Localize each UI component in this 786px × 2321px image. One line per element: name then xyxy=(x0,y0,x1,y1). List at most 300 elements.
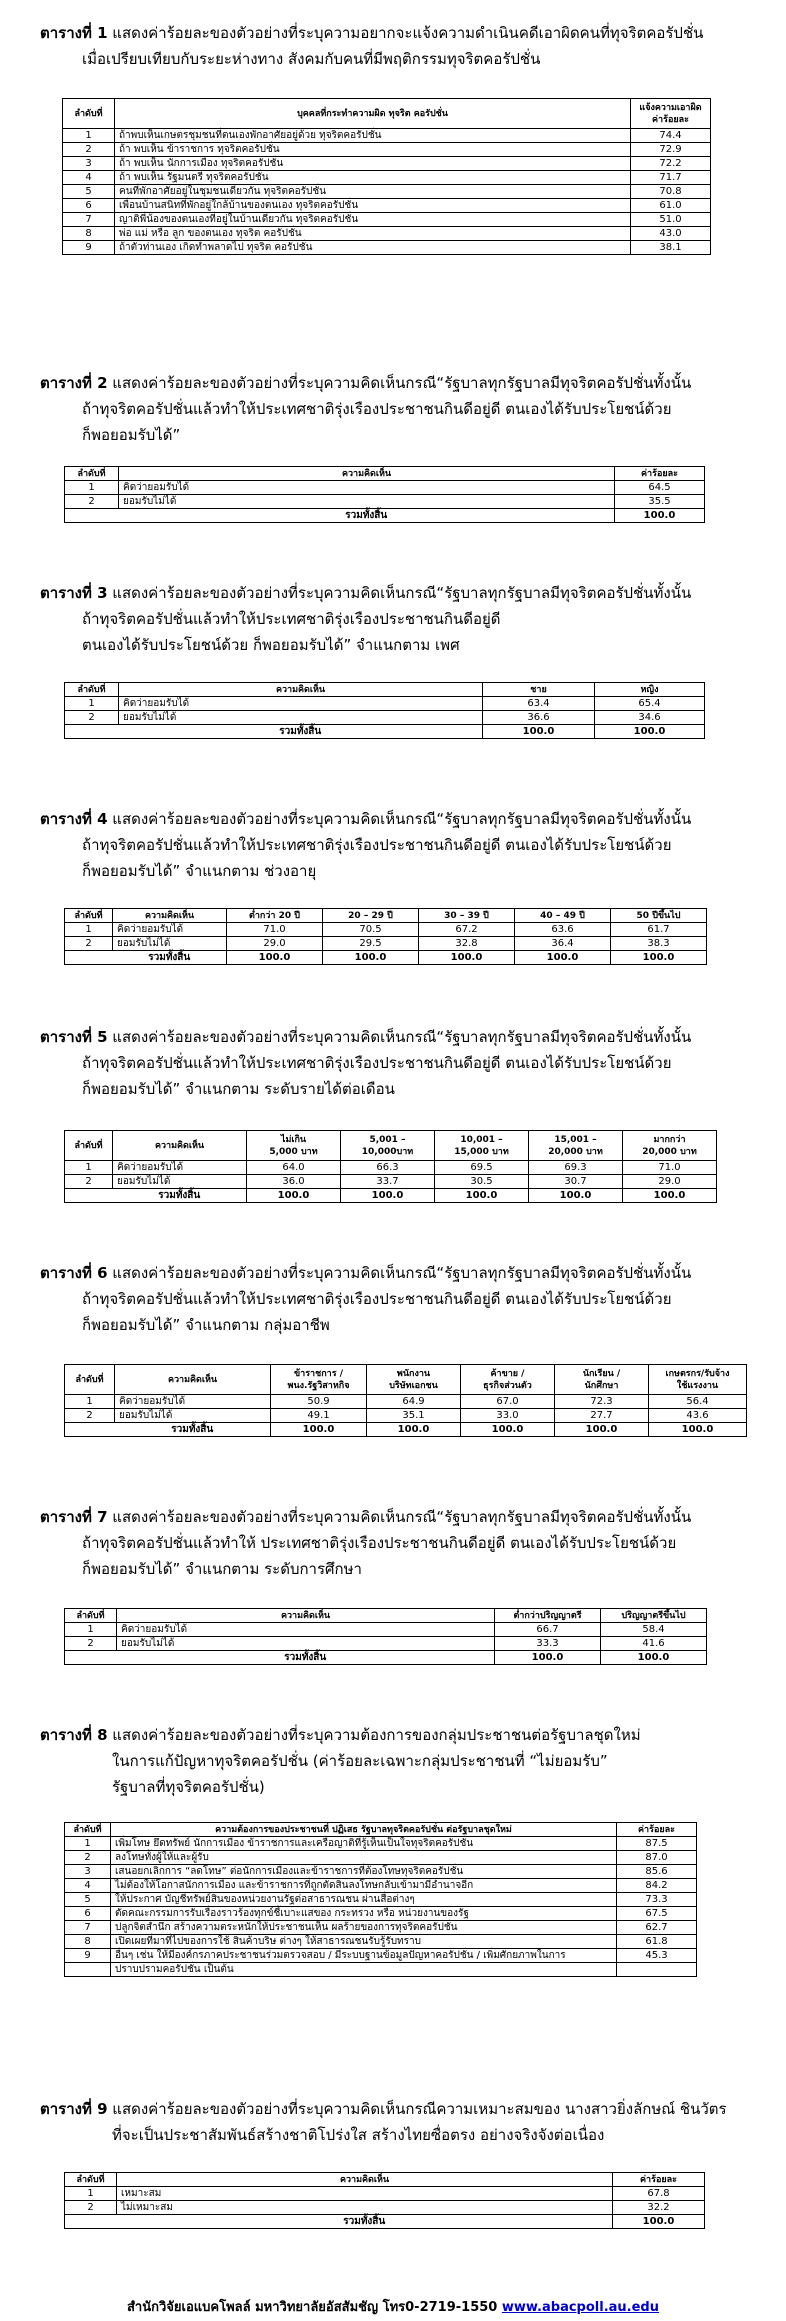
table6-title-line2: ถ้าทุจริตคอรัปชั่นแล้วทำให้ประเทศชาติรุ่งเรืองประชาชนกินดีอยู่ดี ตนเองได้รับประโยชน์ด้วย xyxy=(82,1290,672,1308)
cell xyxy=(617,1963,697,1977)
table9-section xyxy=(0,2096,786,2227)
cell: 61.8 xyxy=(617,1935,697,1949)
table8-title-line1: แสดงค่าร้อยละของตัวอย่างที่ระบุความต้องการของกลุ่มประชาชนต่อรัฐบาลชุดใหม่ xyxy=(107,1726,641,1744)
table9 xyxy=(64,2172,705,2229)
header-cell: บุคคลที่กระทำความผิด ทุจริต คอรัปชั่น xyxy=(115,99,631,129)
header-cell: 20 – 29 ปี xyxy=(323,909,419,923)
table7-title-line3: ก็พอยอมรับได้” จำแนกตาม ระดับการศึกษา xyxy=(82,1560,362,1578)
cell: ปราบปรามคอรัปชั่น เป็นต้น xyxy=(111,1963,617,1977)
cell: 63.4 xyxy=(483,697,595,711)
total-value: 100.0 xyxy=(483,725,595,739)
table-row xyxy=(63,157,711,171)
total-value: 100.0 xyxy=(611,951,707,965)
cell: 71.0 xyxy=(227,923,323,937)
header-line: ใช้แรงงาน xyxy=(676,1380,719,1391)
table-row xyxy=(65,1623,707,1637)
cell: 45.3 xyxy=(617,1949,697,1963)
header-cell: ต่ำกว่าปริญญาตรี xyxy=(495,1609,601,1623)
table3-title-line1: แสดงค่าร้อยละของตัวอย่างที่ระบุความคิดเห็นกรณี“รัฐบาลทุกรัฐบาลมีทุจริตคอรัปชั่นทั้งนั้น xyxy=(107,584,692,602)
table-header-row xyxy=(65,1609,707,1623)
table-row xyxy=(65,2187,705,2201)
cell: 2 xyxy=(65,495,119,509)
header-line: บริษัทเอกชน xyxy=(389,1380,438,1391)
table5-heading xyxy=(0,1024,786,1104)
table9-title-line1: แสดงค่าร้อยละของตัวอย่างที่ระบุความคิดเห็นกรณีความเหมาะสมของ นางสาวยิ่งลักษณ์ ชินวัตร xyxy=(107,2100,727,2118)
header-cell: 30 – 39 ปี xyxy=(419,909,515,923)
cell: 2 xyxy=(65,711,119,725)
header-cell: ลำดับที่ xyxy=(65,2173,117,2187)
table2-title-line3: ก็พอยอมรับได้” xyxy=(82,426,181,444)
cell: 1 xyxy=(65,2187,117,2201)
cell: ยอมรับไม่ได้ xyxy=(113,1175,247,1189)
table-row xyxy=(63,143,711,157)
cell: 64.5 xyxy=(615,481,705,495)
cell: ถ้า พบเห็น รัฐมนตรี ทุจริตคอรัปชั่น xyxy=(115,171,631,185)
header-cell: ความคิดเห็น xyxy=(119,467,615,481)
cell: 33.7 xyxy=(341,1175,435,1189)
table1-tag: ตารางที่ 1 xyxy=(40,24,108,42)
header-line: ค่าร้อยละ xyxy=(652,114,689,125)
table8 xyxy=(64,1822,697,1977)
cell: 3 xyxy=(65,1865,111,1879)
cell: เพิ่มโทษ ยึดทรัพย์ นักการเมือง ข้าราชการและเครือญาติที่รู้เห็นเป็นใจทุจริตคอรัปชั่น xyxy=(111,1837,617,1851)
table-row xyxy=(63,185,711,199)
cell: 36.6 xyxy=(483,711,595,725)
cell: 62.7 xyxy=(617,1921,697,1935)
table-row xyxy=(65,1161,717,1175)
cell: 71.0 xyxy=(623,1161,717,1175)
total-value: 100.0 xyxy=(595,725,705,739)
table4-tag: ตารางที่ 4 xyxy=(40,810,108,828)
header-cell xyxy=(341,1131,435,1161)
cell: 43.6 xyxy=(649,1409,747,1423)
cell: 72.2 xyxy=(631,157,711,171)
cell: 38.1 xyxy=(631,241,711,255)
cell: 35.5 xyxy=(615,495,705,509)
header-cell xyxy=(435,1131,529,1161)
table3-title-line2: ถ้าทุจริตคอรัปชั่นแล้วทำให้ประเทศชาติรุ่งเรืองประชาชนกินดีอยู่ดี xyxy=(82,610,501,628)
total-value: 100.0 xyxy=(613,2215,705,2229)
cell: 33.3 xyxy=(495,1637,601,1651)
header-cell xyxy=(271,1365,367,1395)
table6-tag: ตารางที่ 6 xyxy=(40,1264,108,1282)
table-row xyxy=(65,1395,747,1409)
table2-body xyxy=(65,481,705,523)
header-cell: ลำดับที่ xyxy=(65,1365,115,1395)
cell: คิดว่ายอมรับได้ xyxy=(119,481,615,495)
cell: 85.6 xyxy=(617,1865,697,1879)
table-row xyxy=(65,1879,697,1893)
cell: 74.4 xyxy=(631,129,711,143)
table2-heading xyxy=(0,370,786,450)
total-value: 100.0 xyxy=(529,1189,623,1203)
cell: ญาติพี่น้องของตนเองที่อยู่ในบ้านเดียวกัน ทุจริตคอรัปชั่น xyxy=(115,213,631,227)
table8-title-line3: รัฐบาลที่ทุจริตคอรัปชั่น) xyxy=(112,1778,265,1796)
total-label: รวมทั้งสิ้น xyxy=(119,509,615,523)
total-row xyxy=(65,509,705,523)
cell: 58.4 xyxy=(601,1623,707,1637)
header-cell: ความคิดเห็น xyxy=(113,1131,247,1161)
table-row xyxy=(65,923,707,937)
total-value: 100.0 xyxy=(555,1423,649,1437)
total-label: รวมทั้งสิ้น xyxy=(115,1423,271,1437)
cell: คนที่พักอาศัยอยู่ในชุมชนเดียวกัน ทุจริตคอรัปชั่น xyxy=(115,185,631,199)
header-cell: ค่าร้อยละ xyxy=(613,2173,705,2187)
table5-title-line1: แสดงค่าร้อยละของตัวอย่างที่ระบุความคิดเห็นกรณี“รัฐบาลทุกรัฐบาลมีทุจริตคอรัปชั่นทั้งนั้น xyxy=(107,1028,692,1046)
total-value: 100.0 xyxy=(247,1189,341,1203)
cell: ถ้า พบเห็น ข้าราชการ ทุจริตคอรัปชั่น xyxy=(115,143,631,157)
cell: 1 xyxy=(65,1161,113,1175)
header-line: ธุรกิจส่วนตัว xyxy=(483,1380,532,1391)
table-header-row xyxy=(63,99,711,129)
total-row xyxy=(65,951,707,965)
cell: 2 xyxy=(65,2201,117,2215)
header-cell xyxy=(649,1365,747,1395)
table-row xyxy=(65,1935,697,1949)
total-label: รวมทั้งสิ้น xyxy=(113,951,227,965)
table3-section xyxy=(0,580,786,737)
header-cell: ลำดับที่ xyxy=(65,467,119,481)
table8-section xyxy=(0,1722,786,1975)
cell: ยอมรับไม่ได้ xyxy=(119,711,483,725)
cell: 1 xyxy=(65,481,119,495)
cell: ยอมรับไม่ได้ xyxy=(113,937,227,951)
table3 xyxy=(64,682,705,739)
cell: 66.3 xyxy=(341,1161,435,1175)
cell: 67.0 xyxy=(461,1395,555,1409)
cell: 63.6 xyxy=(515,923,611,937)
table8-title-line2: ในการแก้ปัญหาทุจริตคอรัปชั่น (ค่าร้อยละเฉพาะกลุ่มประชาชนที่ “ไม่ยอมรับ” xyxy=(112,1752,608,1770)
table6 xyxy=(64,1364,747,1437)
cell: 32.2 xyxy=(613,2201,705,2215)
total-row xyxy=(65,1651,707,1665)
header-line: 20,000 บาท xyxy=(642,1146,697,1157)
cell: 27.7 xyxy=(555,1409,649,1423)
cell: 29.0 xyxy=(623,1175,717,1189)
cell xyxy=(65,951,113,965)
table-row xyxy=(65,1907,697,1921)
table-header-row xyxy=(65,683,705,697)
cell: 6 xyxy=(65,1907,111,1921)
header-line: 5,000 บาท xyxy=(269,1146,318,1157)
cell: 5 xyxy=(65,1893,111,1907)
header-cell: ลำดับที่ xyxy=(65,1131,113,1161)
table1-heading xyxy=(0,20,786,76)
header-cell: ลำดับที่ xyxy=(65,683,119,697)
cell: ยอมรับไม่ได้ xyxy=(119,495,615,509)
header-line: ข้าราชการ / xyxy=(294,1368,343,1379)
table1 xyxy=(62,98,711,255)
cell: 56.4 xyxy=(649,1395,747,1409)
table-row xyxy=(65,1851,697,1865)
cell: 64.0 xyxy=(247,1161,341,1175)
cell: 2 xyxy=(65,1409,115,1423)
table5-tag: ตารางที่ 5 xyxy=(40,1028,108,1046)
cell: เพื่อนบ้านสนิทที่พักอยู่ใกล้บ้านของตนเอง ทุจริตคอรัปชั่น xyxy=(115,199,631,213)
header-cell xyxy=(247,1131,341,1161)
header-line: แจ้งความเอาผิด xyxy=(639,102,702,113)
cell xyxy=(65,725,119,739)
cell: 51.0 xyxy=(631,213,711,227)
cell: 6 xyxy=(63,199,115,213)
table4-section xyxy=(0,806,786,963)
cell: ถ้าตัวท่านเอง เกิดทำพลาดไป ทุจริต คอรัปชั่น xyxy=(115,241,631,255)
table6-title-line1: แสดงค่าร้อยละของตัวอย่างที่ระบุความคิดเห็นกรณี“รัฐบาลทุกรัฐบาลมีทุจริตคอรัปชั่นทั้งนั้น xyxy=(107,1264,692,1282)
header-cell: ความคิดเห็น xyxy=(115,1365,271,1395)
cell xyxy=(65,1651,117,1665)
cell: 2 xyxy=(63,143,115,157)
table9-body xyxy=(65,2187,705,2229)
table-row xyxy=(65,1837,697,1851)
cell: 36.0 xyxy=(247,1175,341,1189)
header-cell xyxy=(623,1131,717,1161)
cell: ลงโทษทั้งผู้ให้และผู้รับ xyxy=(111,1851,617,1865)
cell xyxy=(65,2215,117,2229)
cell: 2 xyxy=(65,1637,117,1651)
cell: 3 xyxy=(63,157,115,171)
table6-heading xyxy=(0,1260,786,1340)
table-row xyxy=(65,1637,707,1651)
table-header-row xyxy=(65,909,707,923)
total-value: 100.0 xyxy=(271,1423,367,1437)
header-line: 20,000 บาท xyxy=(548,1146,603,1157)
table7 xyxy=(64,1608,707,1665)
total-row xyxy=(65,1189,717,1203)
cell: 5 xyxy=(63,185,115,199)
table8-heading xyxy=(0,1722,786,1802)
header-line: มากกว่า xyxy=(653,1134,686,1145)
table-header-row xyxy=(65,1823,697,1837)
header-line: ไม่เกิน xyxy=(280,1134,307,1145)
cell: ถ้าพบเห็นเกษตรชุมชนที่ตนเองพักอาศัยอยู่ด้วย ทุจริตคอรัปชั่น xyxy=(115,129,631,143)
header-line: 15,001 – xyxy=(554,1134,597,1145)
table3-title-line3: ตนเองได้รับประโยชน์ด้วย ก็พอยอมรับได้” จำแนกตาม เพศ xyxy=(82,636,460,654)
cell: ไม่เหมาะสม xyxy=(117,2201,613,2215)
total-value: 100.0 xyxy=(615,509,705,523)
table-row xyxy=(65,481,705,495)
table5-title-line3: ก็พอยอมรับได้” จำแนกตาม ระดับรายได้ต่อเดือน xyxy=(82,1080,395,1098)
table-header-row xyxy=(65,1131,717,1161)
table4-heading xyxy=(0,806,786,886)
cell: 29.5 xyxy=(323,937,419,951)
cell: 1 xyxy=(63,129,115,143)
cell: 1 xyxy=(65,1837,111,1851)
table7-title-line1: แสดงค่าร้อยละของตัวอย่างที่ระบุความคิดเห็นกรณี“รัฐบาลทุกรัฐบาลมีทุจริตคอรัปชั่นทั้งนั้น xyxy=(107,1508,692,1526)
table9-heading xyxy=(0,2096,786,2152)
cell: 71.7 xyxy=(631,171,711,185)
table-row xyxy=(65,2201,705,2215)
table-row xyxy=(63,213,711,227)
table2 xyxy=(64,466,705,523)
header-line: 5,001 – xyxy=(369,1134,406,1145)
cell: 30.5 xyxy=(435,1175,529,1189)
cell: 43.0 xyxy=(631,227,711,241)
cell: 84.2 xyxy=(617,1879,697,1893)
cell: 61.7 xyxy=(611,923,707,937)
total-value: 100.0 xyxy=(515,951,611,965)
table-row xyxy=(65,1409,747,1423)
cell: เปิดเผยที่มาที่ไปของการใช้ สินค้าบริษ ต่างๆ ให้สาธารณชนรับรู้รับทราบ xyxy=(111,1935,617,1949)
cell: 65.4 xyxy=(595,697,705,711)
table7-heading xyxy=(0,1504,786,1584)
total-value: 100.0 xyxy=(341,1189,435,1203)
header-cell: ต่ำกว่า 20 ปี xyxy=(227,909,323,923)
cell: 8 xyxy=(65,1935,111,1949)
table-row xyxy=(65,1921,697,1935)
table3-tag: ตารางที่ 3 xyxy=(40,584,108,602)
table6-section xyxy=(0,1260,786,1435)
total-value: 100.0 xyxy=(227,951,323,965)
cell: 1 xyxy=(65,1395,115,1409)
cell: 4 xyxy=(63,171,115,185)
cell: คิดว่ายอมรับได้ xyxy=(117,1623,495,1637)
cell: 8 xyxy=(63,227,115,241)
table-row xyxy=(65,1175,717,1189)
cell: 30.7 xyxy=(529,1175,623,1189)
footer-website-link[interactable]: www.abacpoll.au.edu xyxy=(501,2300,659,2315)
total-label: รวมทั้งสิ้น xyxy=(117,1651,495,1665)
header-line: นักเรียน / xyxy=(582,1368,621,1379)
cell: เสนอยกเลิกการ “ลดโทษ” ต่อนักการเมืองและข้าราชการที่ต้องโทษทุจริตคอรัปชั่น xyxy=(111,1865,617,1879)
cell: ถ้า พบเห็น นักการเมือง ทุจริตคอรัปชั่น xyxy=(115,157,631,171)
table4-body xyxy=(65,923,707,965)
header-cell: ลำดับที่ xyxy=(65,1609,117,1623)
table1-body xyxy=(63,129,711,255)
cell: 7 xyxy=(63,213,115,227)
header-cell: ค่าร้อยละ xyxy=(615,467,705,481)
cell: 4 xyxy=(65,1879,111,1893)
table2-title-line1: แสดงค่าร้อยละของตัวอย่างที่ระบุความคิดเห็นกรณี“รัฐบาลทุกรัฐบาลมีทุจริตคอรัปชั่นทั้งนั้น xyxy=(107,374,692,392)
cell: 67.2 xyxy=(419,923,515,937)
table-row xyxy=(65,1865,697,1879)
cell xyxy=(65,1189,113,1203)
cell: 2 xyxy=(65,1851,111,1865)
table4-title-line1: แสดงค่าร้อยละของตัวอย่างที่ระบุความคิดเห็นกรณี“รัฐบาลทุกรัฐบาลมีทุจริตคอรัปชั่นทั้งนั้น xyxy=(107,810,692,828)
table2-title-line2: ถ้าทุจริตคอรัปชั่นแล้วทำให้ประเทศชาติรุ่งเรืองประชาชนกินดีอยู่ดี ตนเองได้รับประโยชน์ด้วย xyxy=(82,400,672,418)
header-cell: ลำดับที่ xyxy=(65,909,113,923)
cell: 70.5 xyxy=(323,923,419,937)
table-row xyxy=(65,495,705,509)
table-row xyxy=(65,937,707,951)
cell: 69.3 xyxy=(529,1161,623,1175)
cell: 1 xyxy=(65,1623,117,1637)
table1-section xyxy=(0,20,786,253)
cell: ยอมรับไม่ได้ xyxy=(115,1409,271,1423)
header-cell: ความคิดเห็น xyxy=(113,909,227,923)
table2-section xyxy=(0,370,786,521)
table-row xyxy=(63,171,711,185)
cell: คิดว่ายอมรับได้ xyxy=(119,697,483,711)
header-cell: ชาย xyxy=(483,683,595,697)
footer-org: สำนักวิจัยเอแบคโพลล์ มหาวิทยาลัยอัสสัมชัญ โทร0-2719-1550 xyxy=(127,2300,502,2315)
cell: 73.3 xyxy=(617,1893,697,1907)
table4 xyxy=(64,908,707,965)
table-header-row xyxy=(65,2173,705,2187)
cell: 9 xyxy=(65,1949,111,1963)
cell: 9 xyxy=(63,241,115,255)
cell: คิดว่ายอมรับได้ xyxy=(113,923,227,937)
table-row xyxy=(65,1893,697,1907)
table-row xyxy=(65,1949,697,1963)
cell xyxy=(65,1963,111,1977)
header-line: นักศึกษา xyxy=(584,1380,619,1391)
header-cell: ความคิดเห็น xyxy=(117,2173,613,2187)
header-cell: 40 – 49 ปี xyxy=(515,909,611,923)
table-row xyxy=(63,129,711,143)
cell: 2 xyxy=(65,1175,113,1189)
cell: 32.8 xyxy=(419,937,515,951)
cell: 50.9 xyxy=(271,1395,367,1409)
cell: พ่อ แม่ หรือ ลูก ของตนเอง ทุจริต คอรัปชั่น xyxy=(115,227,631,241)
header-line: พนง.รัฐวิสาหกิจ xyxy=(287,1380,350,1391)
total-value: 100.0 xyxy=(649,1423,747,1437)
header-line: ค้าขาย / xyxy=(490,1368,525,1379)
total-value: 100.0 xyxy=(435,1189,529,1203)
table7-title-line2: ถ้าทุจริตคอรัปชั่นแล้วทำให้ ประเทศชาติรุ่งเรืองประชาชนกินดีอยู่ดี ตนเองได้รับประโยชน์ด้วย xyxy=(82,1534,677,1552)
table7-tag: ตารางที่ 7 xyxy=(40,1508,108,1526)
header-cell: ปริญญาตรีขึ้นไป xyxy=(601,1609,707,1623)
cell: 29.0 xyxy=(227,937,323,951)
table4-title-line3: ก็พอยอมรับได้” จำแนกตาม ช่วงอายุ xyxy=(82,862,317,880)
total-label: รวมทั้งสิ้น xyxy=(119,725,483,739)
table5-body xyxy=(65,1161,717,1203)
header-cell: ค่าร้อยละ xyxy=(617,1823,697,1837)
header-cell: หญิง xyxy=(595,683,705,697)
cell: อื่นๆ เช่น ให้มีองค์กรภาคประชาชนร่วมตรวจสอบ / มีระบบฐานข้อมูลปัญหาคอรัปชั่น / เพิ่มศักยภาพในการ xyxy=(111,1949,617,1963)
table5-title-line2: ถ้าทุจริตคอรัปชั่นแล้วทำให้ประเทศชาติรุ่งเรืองประชาชนกินดีอยู่ดี ตนเองได้รับประโยชน์ด้วย xyxy=(82,1054,672,1072)
header-cell: 50 ปีขึ้นไป xyxy=(611,909,707,923)
table3-heading xyxy=(0,580,786,660)
table6-body xyxy=(65,1395,747,1437)
cell: 41.6 xyxy=(601,1637,707,1651)
total-value: 100.0 xyxy=(367,1423,461,1437)
total-value: 100.0 xyxy=(419,951,515,965)
table5 xyxy=(64,1130,717,1203)
cell: ตัดคณะกรรมการรับเรื่องราวร้องทุกข์ชี้เบาะแสของ กระทรวง หรือ หน่วยงานของรัฐ xyxy=(111,1907,617,1921)
header-line: เกษตรกร/รับจ้าง xyxy=(665,1368,730,1379)
total-value: 100.0 xyxy=(461,1423,555,1437)
header-cell: ความต้องการของประชาชนที่ ปฏิเสธ รัฐบาลทุจริตคอรัปชั่น ต่อรัฐบาลชุดใหม่ xyxy=(111,1823,617,1837)
table6-title-line3: ก็พอยอมรับได้” จำแนกตาม กลุ่มอาชีพ xyxy=(82,1316,330,1334)
table-row xyxy=(63,241,711,255)
table1-title-line1: แสดงค่าร้อยละของตัวอย่างที่ระบุความอยากจะแจ้งความดำเนินคดีเอาผิดคนที่ทุจริตคอรัปชั่น xyxy=(107,24,704,42)
cell: เหมาะสม xyxy=(117,2187,613,2201)
header-cell xyxy=(461,1365,555,1395)
cell: 49.1 xyxy=(271,1409,367,1423)
total-row xyxy=(65,1423,747,1437)
cell: ไม่ต้องให้โอกาสนักการเมือง และข้าราชการที่ถูกตัดสินลงโทษกลับเข้ามามีอำนาจอีก xyxy=(111,1879,617,1893)
header-line: 15,000 บาท xyxy=(454,1146,509,1157)
header-line: 10,000บาท xyxy=(361,1146,414,1157)
cell: 67.8 xyxy=(613,2187,705,2201)
header-cell xyxy=(631,99,711,129)
cell: 69.5 xyxy=(435,1161,529,1175)
cell: ปลูกจิตสำนึก สร้างความตระหนักให้ประชาชนเห็น ผลร้ายของการทุจริตคอรัปชั่น xyxy=(111,1921,617,1935)
table1-title-line2: เมื่อเปรียบเทียบกับระยะห่างทาง สังคมกับคนที่มีพฤติกรรมทุจริตคอรัปชั่น xyxy=(82,50,541,68)
header-cell: ลำดับที่ xyxy=(65,1823,111,1837)
table8-tag: ตารางที่ 8 xyxy=(40,1726,108,1744)
cell: 1 xyxy=(65,697,119,711)
table-header-row xyxy=(65,1365,747,1395)
table-row xyxy=(65,697,705,711)
cell: ยอมรับไม่ได้ xyxy=(117,1637,495,1651)
table3-body xyxy=(65,697,705,739)
table2-tag: ตารางที่ 2 xyxy=(40,374,108,392)
table4-title-line2: ถ้าทุจริตคอรัปชั่นแล้วทำให้ประเทศชาติรุ่งเรืองประชาชนกินดีอยู่ดี ตนเองได้รับประโยชน์ด้วย xyxy=(82,836,672,854)
cell: 87.0 xyxy=(617,1851,697,1865)
cell: 34.6 xyxy=(595,711,705,725)
cell: 87.5 xyxy=(617,1837,697,1851)
